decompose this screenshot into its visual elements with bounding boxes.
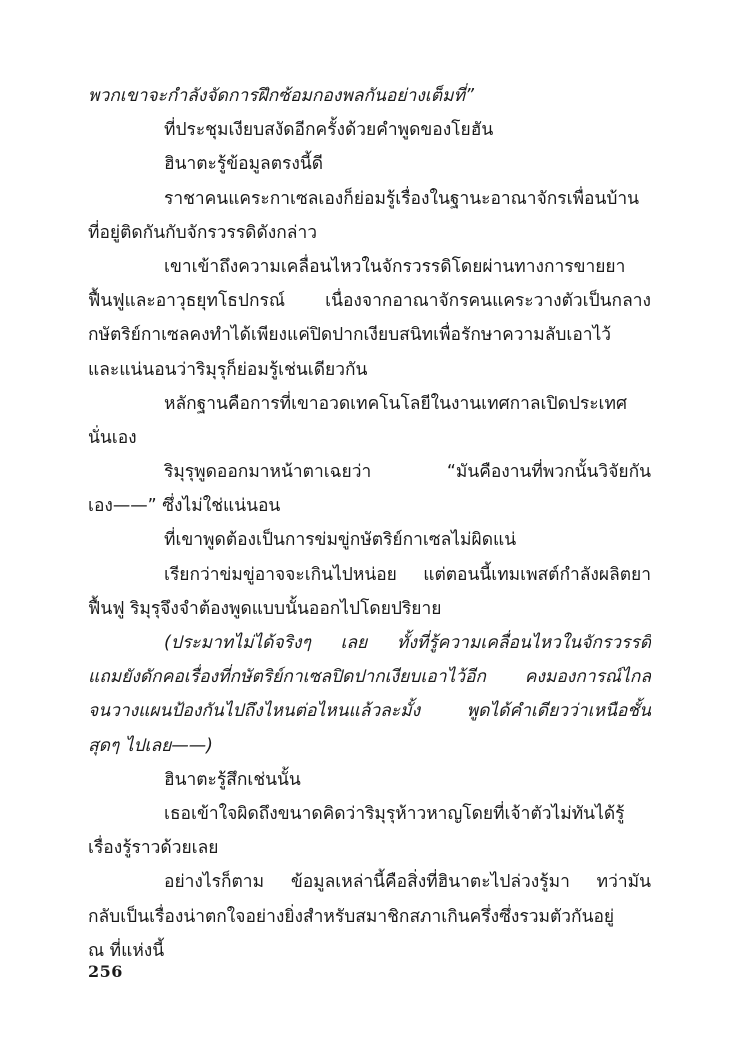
text-line: ที่เขาพูดต้องเป็นการข่มขู่กษัตริย์กาเซลไม่ผิดแน่	[164, 530, 517, 551]
text-line: แถมยังดักคอเรื่องที่กษัตริย์กาเซลปิดปากเงียบเอาไว้อีก คงมองการณ์ไกล	[88, 667, 651, 688]
text-line: ฮินาตะรู้สึกเช่นนั้น	[164, 769, 301, 790]
text-line: เรียกว่าข่มขู่อาจจะเกินไปหน่อย แต่ตอนนี้เทมเพสต์กำลังผลิตยา	[164, 564, 651, 585]
text-line: ที่ประชุมเงียบสงัดอีกครั้งด้วยคำพูดของโยฮัน	[164, 120, 494, 141]
text-line: กษัตริย์กาเซลคงทำได้เพียงแค่ปิดปากเงียบสนิทเพื่อรักษาความลับเอาไว้	[88, 325, 612, 346]
text-line: อย่างไรก็ตาม ข้อมูลเหล่านี้คือสิ่งที่ฮินาตะไปล่วงรู้มา ทว่ามัน	[164, 872, 651, 893]
text-line: นั่นเอง	[88, 427, 137, 448]
text-line: เธอเข้าใจผิดถึงขนาดคิดว่าริมุรุห้าวหาญโดยที่เจ้าตัวไม่ทันได้รู้	[164, 803, 625, 824]
text-line: ฮินาตะรู้ข้อมูลตรงนี้ดี	[164, 154, 324, 175]
text-line: ฟื้นฟูและอาวุธยุทโธปกรณ์ เนื่องจากอาณาจักรคนแคระวางตัวเป็นกลาง	[88, 291, 651, 312]
text-line: สุดๆ ไปเลย——)	[88, 735, 213, 756]
text-line: ฟื้นฟู ริมุรุจึงจำต้องพูดแบบนั้นออกไปโดยปริยาย	[88, 598, 442, 619]
page-number: 256	[88, 962, 123, 981]
text-line: เขาเข้าถึงความเคลื่อนไหวในจักรวรรดิโดยผ่านทางการขายยา	[164, 256, 626, 277]
text-line: และแน่นอนว่าริมุรุก็ย่อมรู้เช่นเดียวกัน	[88, 359, 368, 380]
text-line: (ประมาทไม่ได้จริงๆ เลย ทั้งที่รู้ความเคลื่อนไหวในจักรวรรดิ	[164, 633, 651, 653]
body-text	[88, 79, 651, 968]
text-line: พวกเขาจะกำลังจัดการฝึกซ้อมกองพลกันอย่างเต็มที่”	[88, 86, 474, 106]
text-line: เรื่องรู้ราวด้วยเลย	[88, 838, 219, 859]
text-line: กลับเป็นเรื่องน่าตกใจอย่างยิ่งสำหรับสมาชิกสภาเกินครึ่งซึ่งรวมตัวกันอยู่	[88, 906, 615, 927]
text-line: เอง——” ซึ่งไม่ใช่แน่นอน	[88, 496, 281, 517]
text-line: หลักฐานคือการที่เขาอวดเทคโนโลยีในงานเทศกาลเปิดประเทศ	[164, 393, 627, 414]
text-line: จนวางแผนป้องกันไปถึงไหนต่อไหนแล้วละมั้ง พูดได้คำเดียวว่าเหนือชั้น	[88, 701, 651, 722]
text-line: ราชาคนแคระกาเซลเองก็ย่อมรู้เรื่องในฐานะอาณาจักรเพื่อนบ้าน	[164, 188, 640, 209]
text-line: ริมุรุพูดออกมาหน้าตาเฉยว่า “มันคืองานที่พวกนั้นวิจัยกัน	[164, 462, 651, 483]
text-line: ณ ที่แห่งนี้	[88, 940, 165, 961]
text-line: ที่อยู่ติดกันกับจักรวรรดิดังกล่าว	[88, 222, 317, 243]
